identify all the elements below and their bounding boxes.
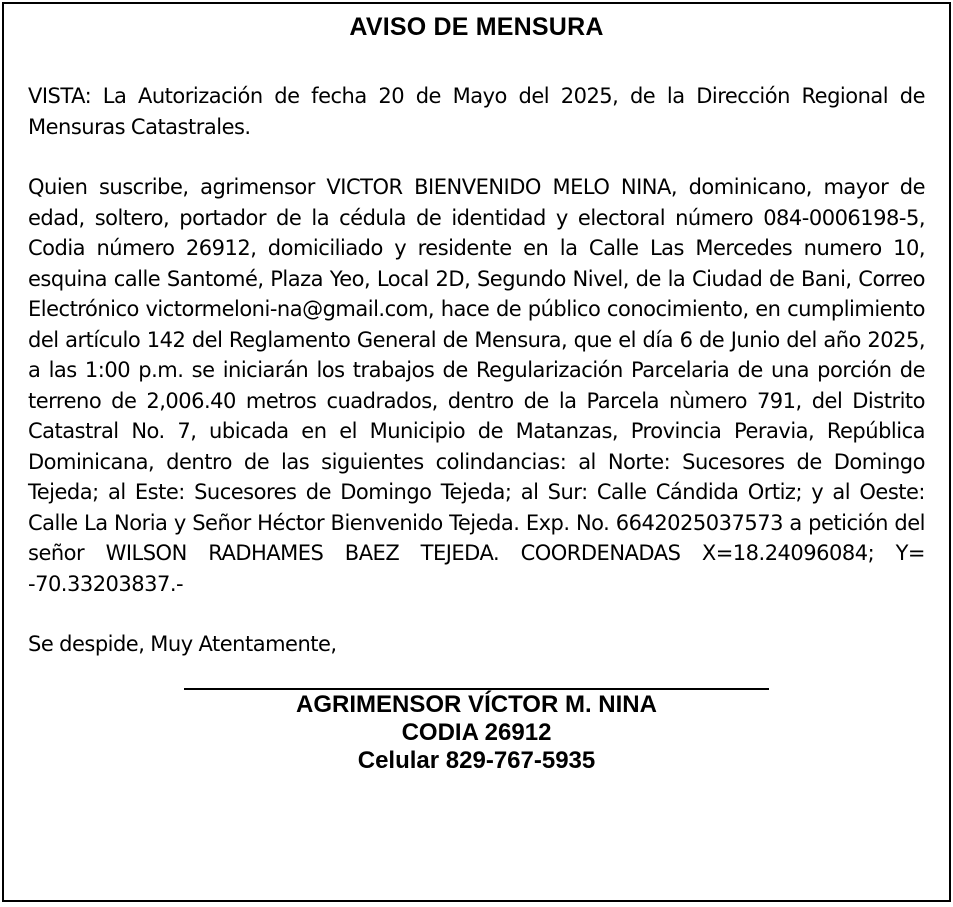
signer-phone: Celular 829-767-5935 [357, 746, 596, 774]
signature-line [184, 688, 769, 690]
vista-paragraph: VISTA: La Autorización de fecha 20 de Mayo del 2025, de la Dirección Regional de Mensuras Catastrales. [28, 84, 925, 139]
signer-codia: CODIA 26912 [401, 718, 552, 746]
notice-box [2, 2, 951, 902]
closing-line: Se despide, Muy Atentamente, [28, 632, 337, 656]
signer-name: AGRIMENSOR VÍCTOR M. NINA [296, 690, 657, 718]
signature-block [28, 691, 925, 775]
notice-title: AVISO DE MENSURA [349, 13, 604, 41]
body-paragraph: Quien suscribe, agrimensor VICTOR BIENVENIDO MELO NINA, dominicano, mayor de edad, soltero, portador de la cédula de identidad y electoral número 084-0006198-5, Codia número 26912, domiciliado y residente en la Calle Las Mercedes numero 10, esquina calle Santomé, Plaza Yeo, Local 2D, Segundo Nivel, de la Ciudad de Bani, Correo Electrónico victormeloni-na@gmail.com, hace de público conocimiento, en cumplimiento del artículo 142 del Reglamento General de Mensura, que el día 6 de Junio del año 2025, a las 1:00 p.m. se iniciarán los trabajos de Regularización Parcelaria de una porción de terreno de 2,006.40 metros cuadrados, dentro de la Parcela nùmero 791, del Distrito Catastral No. 7, ubicada en el Municipio de Matanzas, Provincia Peravia, República Dominicana, dentro de las siguientes colindancias: al Norte: Sucesores de Domingo Tejeda; al Este: Sucesores de Domingo Tejeda; al Sur: Calle Cándida Ortiz; y al Oeste: Calle La Noria y Señor Héctor Bienvenido Tejeda. Exp. No. 6642025037573 a petición del señor WILSON RADHAMES BAEZ TEJEDA. COORDENADAS X=18.24096084; Y= -70.33203837.- [28, 175, 925, 596]
